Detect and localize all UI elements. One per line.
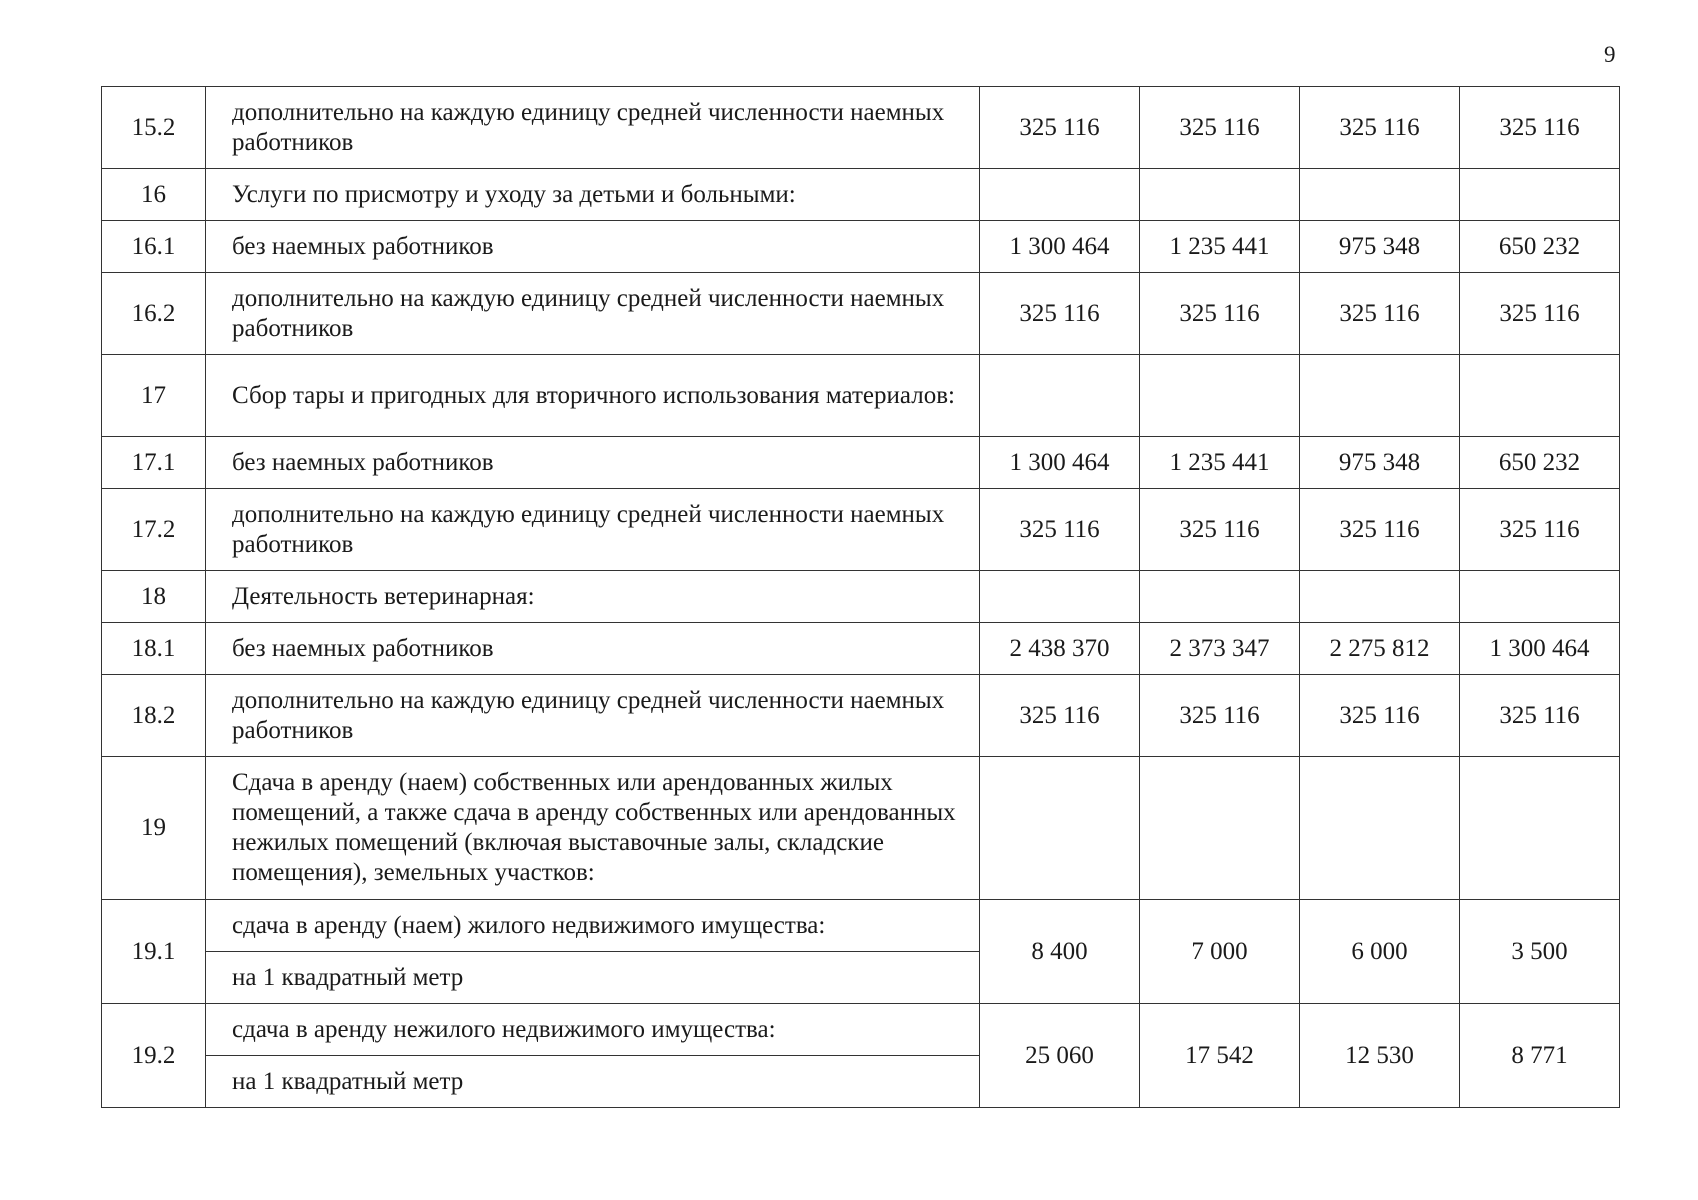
- value-cell: 1 300 464: [1460, 623, 1620, 675]
- value-cell: 1 235 441: [1140, 221, 1300, 273]
- row-number: 17.2: [102, 489, 206, 571]
- value-cell: 1 300 464: [980, 221, 1140, 273]
- value-cell: [1300, 169, 1460, 221]
- value-cell: [1140, 169, 1300, 221]
- value-cell: 2 275 812: [1300, 623, 1460, 675]
- row-number: 15.2: [102, 87, 206, 169]
- value-cell: [1460, 355, 1620, 437]
- row-number: 16: [102, 169, 206, 221]
- value-cell: 325 116: [1460, 675, 1620, 757]
- value-cell: [1460, 757, 1620, 900]
- row-description: дополнительно на каждую единицу средней численности наемных работников: [206, 273, 980, 355]
- row-description: без наемных работников: [206, 623, 980, 675]
- value-cell: [1460, 571, 1620, 623]
- row-description: Сбор тары и пригодных для вторичного использования материалов:: [206, 355, 980, 437]
- value-cell: [1300, 571, 1460, 623]
- value-cell: 325 116: [1460, 489, 1620, 571]
- table-row: [102, 571, 1620, 623]
- row-description: сдача в аренду (наем) жилого недвижимого имущества:: [206, 900, 980, 952]
- row-number: 19: [102, 757, 206, 900]
- value-cell: [1140, 355, 1300, 437]
- table-row: [102, 169, 1620, 221]
- row-description-unit: на 1 квадратный метр: [206, 1056, 980, 1108]
- value-cell: [1140, 571, 1300, 623]
- value-cell: [1300, 355, 1460, 437]
- value-cell: 650 232: [1460, 221, 1620, 273]
- row-number: 19.2: [102, 1004, 206, 1108]
- value-cell: 3 500: [1460, 900, 1620, 1004]
- table-row: [102, 623, 1620, 675]
- value-cell: 325 116: [1460, 273, 1620, 355]
- value-cell: [980, 571, 1140, 623]
- value-cell: 325 116: [980, 489, 1140, 571]
- value-cell: 325 116: [1300, 87, 1460, 169]
- row-description: Деятельность ветеринарная:: [206, 571, 980, 623]
- value-cell: 325 116: [1140, 489, 1300, 571]
- table-row: [102, 437, 1620, 489]
- row-number: 17: [102, 355, 206, 437]
- table-row: [102, 900, 1620, 952]
- value-cell: [980, 757, 1140, 900]
- tariff-table: [101, 86, 1620, 1108]
- value-cell: 2 438 370: [980, 623, 1140, 675]
- table-row: [102, 355, 1620, 437]
- value-cell: 8 771: [1460, 1004, 1620, 1108]
- row-description: сдача в аренду нежилого недвижимого имущества:: [206, 1004, 980, 1056]
- value-cell: 1 300 464: [980, 437, 1140, 489]
- row-description: Услуги по присмотру и уходу за детьми и больными:: [206, 169, 980, 221]
- row-description: без наемных работников: [206, 437, 980, 489]
- value-cell: 325 116: [1300, 675, 1460, 757]
- value-cell: [980, 169, 1140, 221]
- value-cell: [1460, 169, 1620, 221]
- value-cell: 325 116: [1140, 87, 1300, 169]
- value-cell: 325 116: [980, 273, 1140, 355]
- table-row: [102, 675, 1620, 757]
- row-number: 18: [102, 571, 206, 623]
- value-cell: 1 235 441: [1140, 437, 1300, 489]
- table-row: [102, 273, 1620, 355]
- value-cell: 650 232: [1460, 437, 1620, 489]
- value-cell: 325 116: [980, 675, 1140, 757]
- value-cell: 975 348: [1300, 221, 1460, 273]
- value-cell: 325 116: [1300, 273, 1460, 355]
- value-cell: 7 000: [1140, 900, 1300, 1004]
- value-cell: [980, 355, 1140, 437]
- row-number: 16.1: [102, 221, 206, 273]
- table-row: [102, 221, 1620, 273]
- value-cell: 325 116: [1140, 273, 1300, 355]
- row-description-unit: на 1 квадратный метр: [206, 952, 980, 1004]
- table-row: [102, 1004, 1620, 1056]
- value-cell: 325 116: [1300, 489, 1460, 571]
- row-description: дополнительно на каждую единицу средней численности наемных работников: [206, 675, 980, 757]
- row-description: дополнительно на каждую единицу средней численности наемных работников: [206, 87, 980, 169]
- row-number: 19.1: [102, 900, 206, 1004]
- table-row: [102, 87, 1620, 169]
- value-cell: [1140, 757, 1300, 900]
- row-description: без наемных работников: [206, 221, 980, 273]
- value-cell: 25 060: [980, 1004, 1140, 1108]
- table-row: [102, 489, 1620, 571]
- table-row: [102, 757, 1620, 900]
- row-number: 16.2: [102, 273, 206, 355]
- value-cell: 325 116: [980, 87, 1140, 169]
- value-cell: [1300, 757, 1460, 900]
- row-number: 18.2: [102, 675, 206, 757]
- value-cell: 2 373 347: [1140, 623, 1300, 675]
- value-cell: 12 530: [1300, 1004, 1460, 1108]
- value-cell: 6 000: [1300, 900, 1460, 1004]
- page-number: 9: [1604, 42, 1616, 67]
- row-number: 18.1: [102, 623, 206, 675]
- value-cell: 17 542: [1140, 1004, 1300, 1108]
- row-number: 17.1: [102, 437, 206, 489]
- value-cell: 975 348: [1300, 437, 1460, 489]
- value-cell: 325 116: [1140, 675, 1300, 757]
- row-description: Сдача в аренду (наем) собственных или арендованных жилых помещений, а также сдача в аренду собственных или арендованных нежилых помещений (включая выставочные залы, складские помещения), земельных участков:: [206, 757, 980, 900]
- value-cell: 8 400: [980, 900, 1140, 1004]
- value-cell: 325 116: [1460, 87, 1620, 169]
- row-description: дополнительно на каждую единицу средней численности наемных работников: [206, 489, 980, 571]
